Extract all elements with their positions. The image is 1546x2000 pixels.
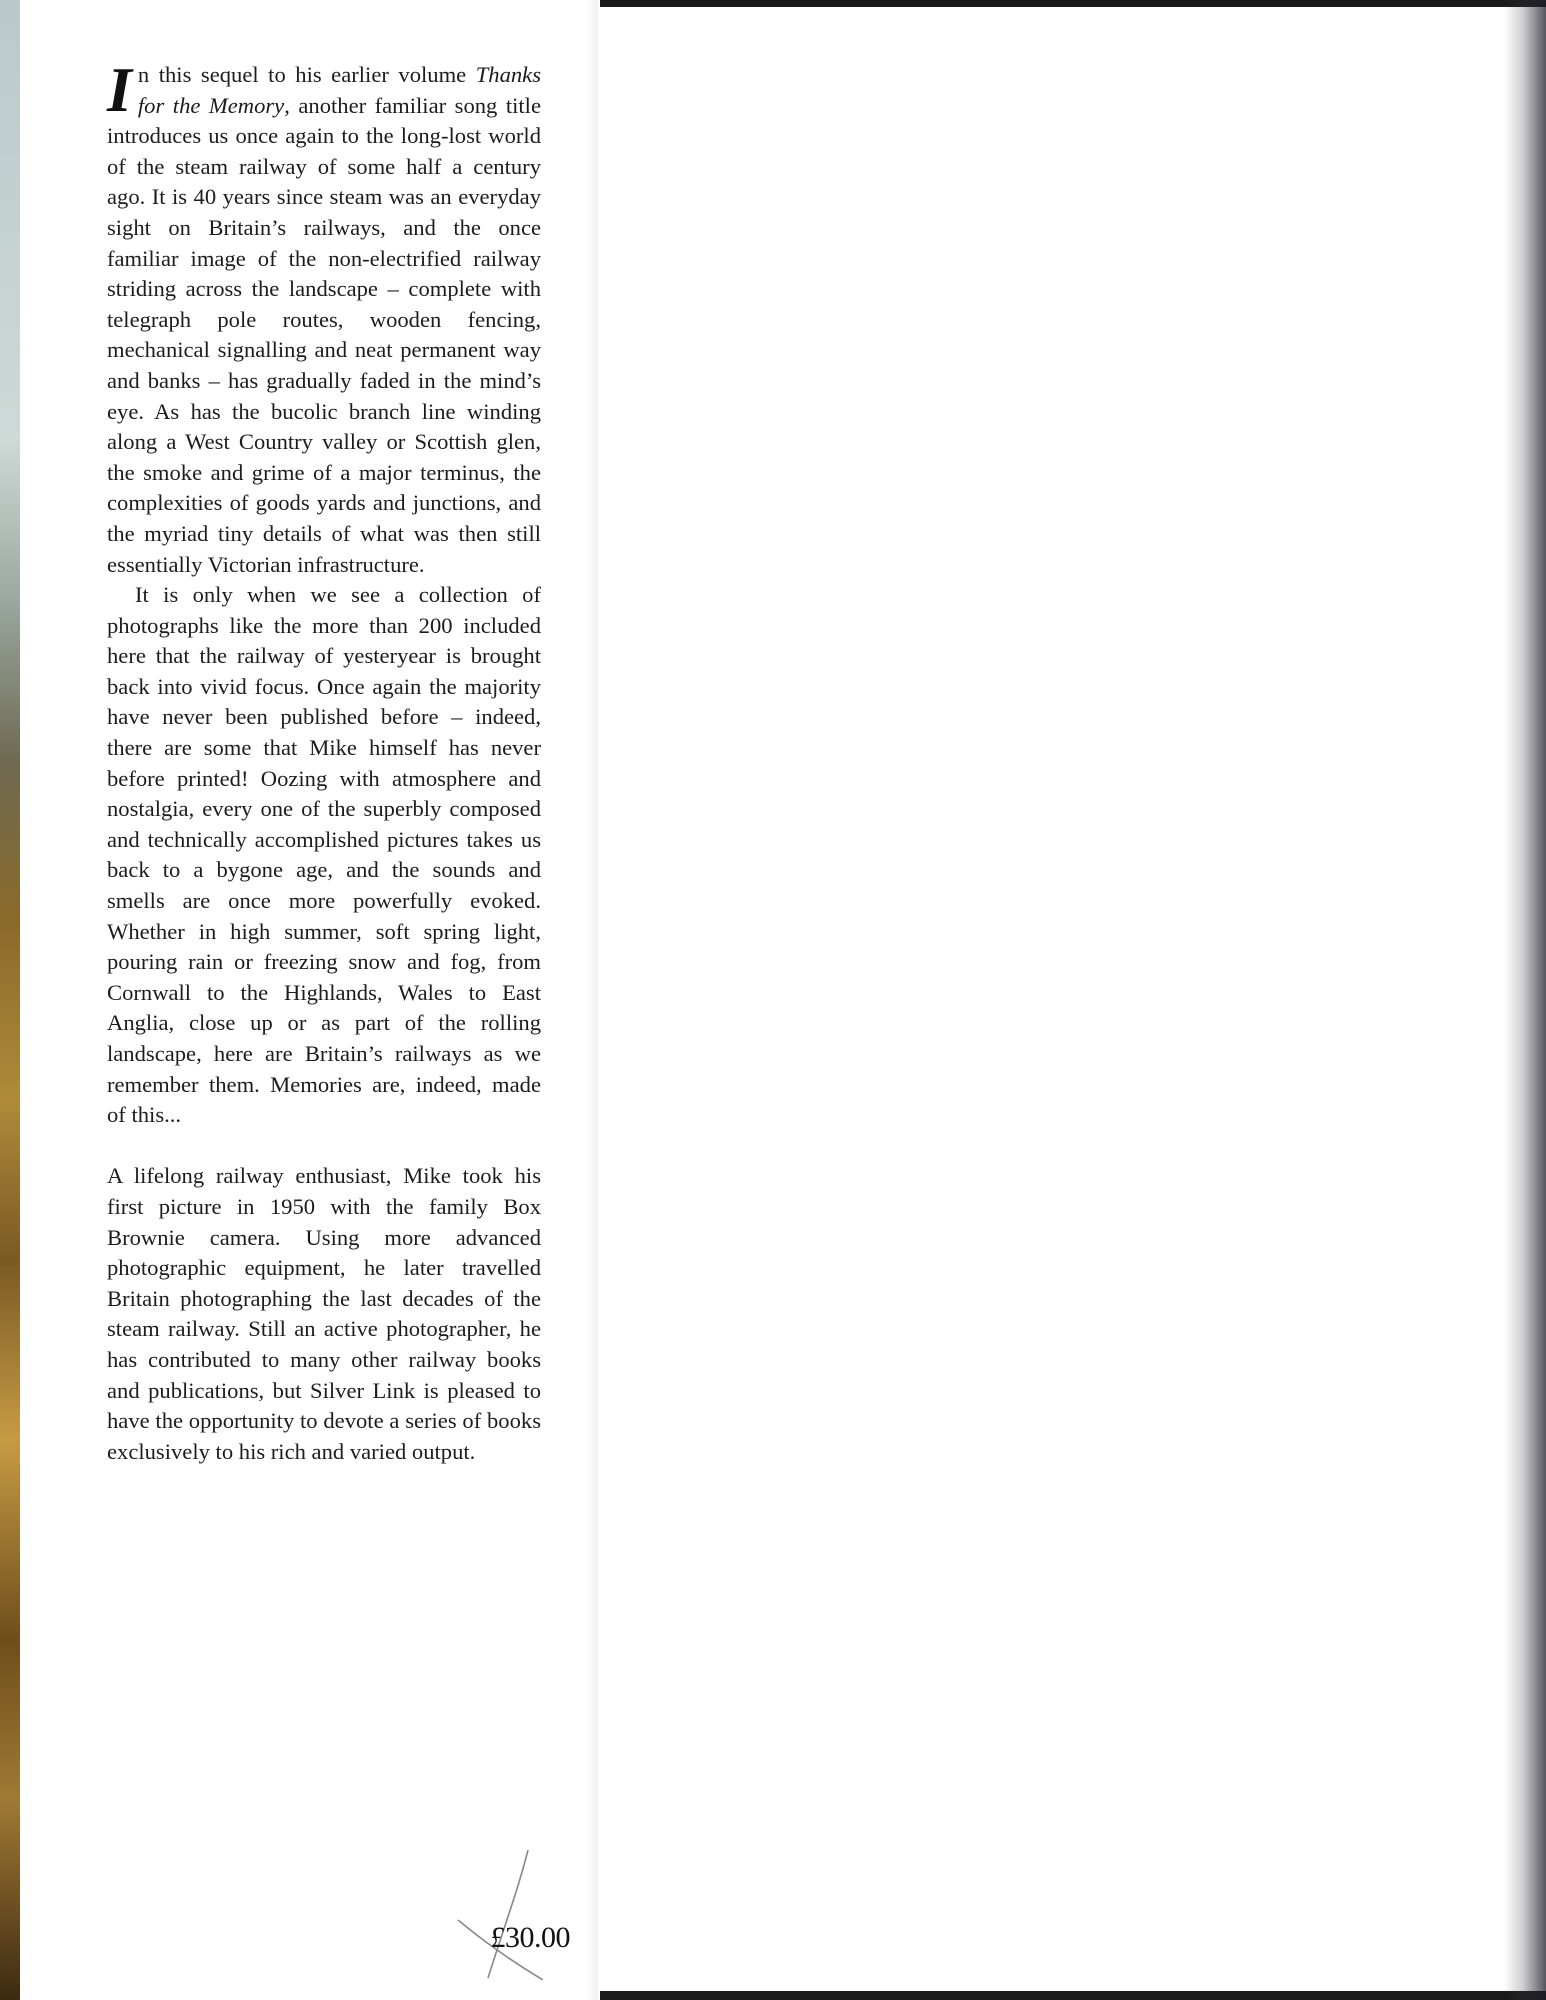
drop-cap: I: [107, 54, 132, 125]
price-strike-mark: [448, 1850, 558, 1980]
cover-photo-edge: [0, 0, 20, 2000]
bottom-border: [600, 1991, 1546, 2000]
price-label: £30.00: [490, 1921, 570, 1954]
flap-edge-shadow: [584, 0, 598, 2000]
blank-endpaper: [600, 7, 1504, 1991]
blurb-intro: n this sequel to his earlier volume: [137, 62, 476, 87]
spine-shadow: [1504, 0, 1546, 2000]
blurb-text: [107, 54, 541, 1467]
blurb-body: , another familiar song title introduces us once again to the long-lost world of the steam railway of some half a century ago. It is 40 years since steam was an everyday sight on Britain’s railways, and the once familiar image of the non-electrified railway striding across the landscape – complete with telegraph pole routes, wooden fencing, mechanical signalling and neat permanent way and banks – has gradually faded in the mind’s eye. As has the bucolic branch line winding along a West Country valley or Scottish glen, the smoke and grime of a major terminus, the complexities of goods yards and junctions, and the myriad tiny details of what was then still essentially Victorian infrastructure.: [107, 92, 541, 577]
blurb-paragraph-1: [107, 54, 541, 580]
top-border: [586, 0, 1546, 7]
author-bio: A lifelong railway enthusiast, Mike took his first picture in 1950 with the family Box Brownie camera. Using more advanced photographic equipment, he later travelled Britain photographing the last decades of the steam railway. Still an active photographer, he has contributed to many other railway books and publications, but Silver Link is pleased to have the opportunity to devote a series of books exclusively to his rich and varied output.: [107, 1163, 541, 1464]
blurb-paragraph-2: It is only when we see a collection of photographs like the more than 200 included here that the railway of yesteryear is brought back into vivid focus. Once again the majority have never been published before – indeed, there are some that Mike himself has never before printed! Oozing with atmosphere and nostalgia, every one of the superbly composed and technically accomplished pictures takes us back to a bygone age, and the sounds and smells are once more powerfully evoked. Whether in high summer, soft spring light, pouring rain or freezing snow and fog, from Cornwall to the Highlands, Wales to East Anglia, close up or as part of the rolling landscape, here are Britain’s railways as we remember them. Memories are, indeed, made of this...: [107, 582, 541, 1128]
book-title-reference: Thanks for the Memory: [137, 62, 541, 118]
dust-jacket-flap: [20, 0, 600, 2000]
